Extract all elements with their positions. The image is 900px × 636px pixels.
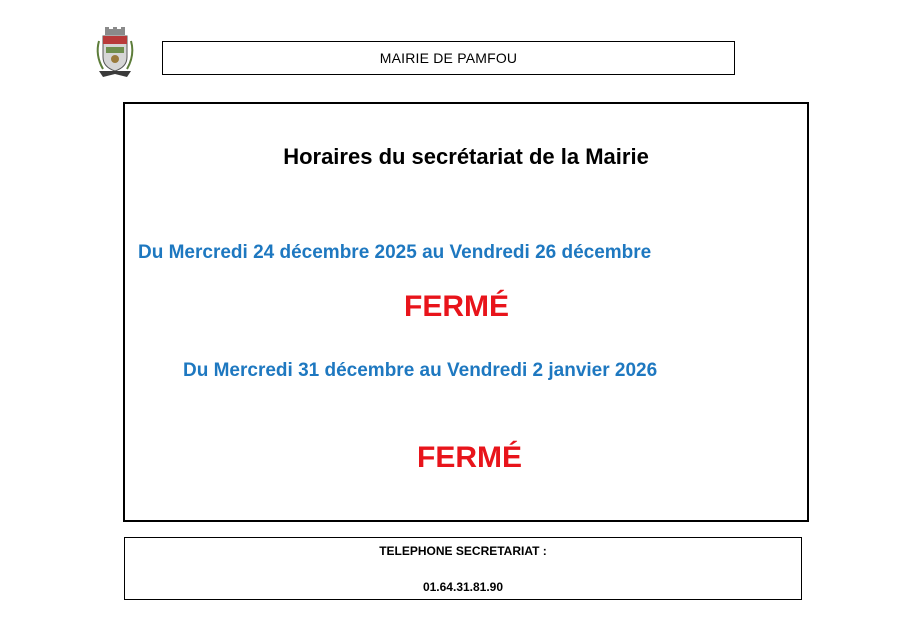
coat-of-arms-icon: [93, 27, 137, 79]
closure-period-1-dates: Du Mercredi 24 décembre 2025 au Vendredi 26 décembre: [138, 242, 652, 263]
closure-period-2-status: FERMÉ: [417, 441, 522, 474]
town-hall-name: MAIRIE DE PAMFOU: [379, 50, 518, 66]
notice-title: Horaires du secrétariat de la Mairie: [283, 144, 649, 169]
phone-contact-box: [124, 537, 802, 600]
closure-period-2-dates: Du Mercredi 31 décembre au Vendredi 2 janvier 2026: [183, 360, 658, 381]
notice-box: [123, 102, 809, 522]
town-hall-header: [162, 41, 735, 75]
closure-period-1-status: FERMÉ: [404, 290, 509, 323]
phone-label: TELEPHONE SECRETARIAT :: [379, 544, 547, 558]
phone-number: 01.64.31.81.90: [422, 580, 504, 594]
